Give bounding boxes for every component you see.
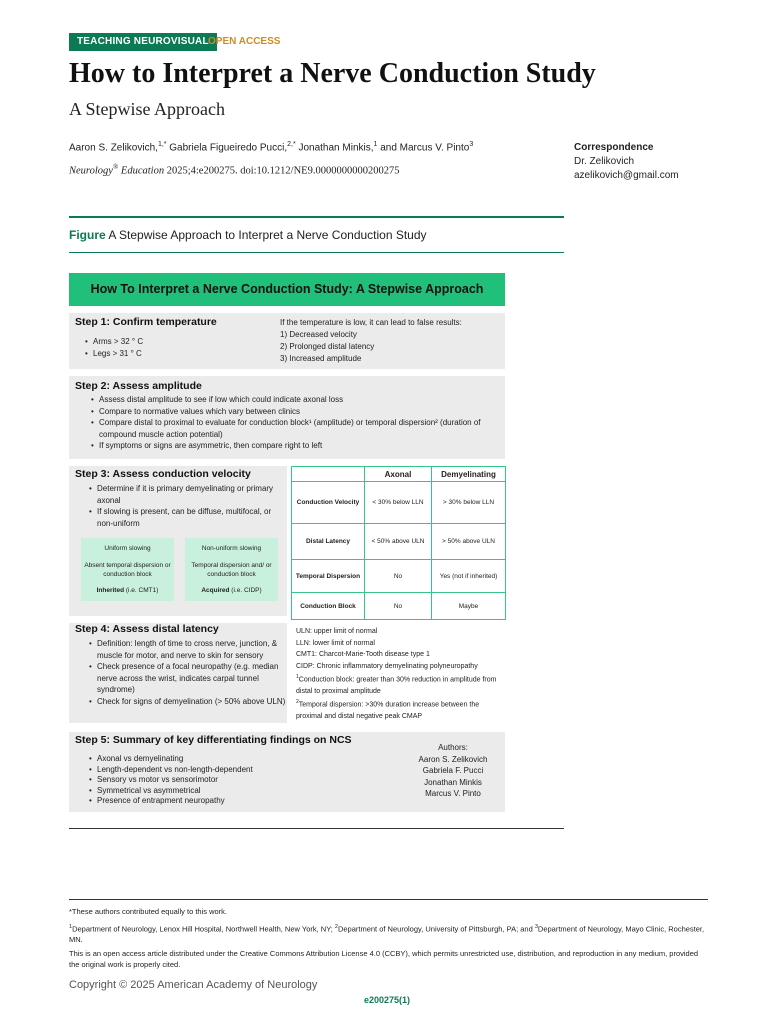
step5-bullets [87,754,397,807]
uniform-slowing-result [81,586,174,595]
list-item: • If symptoms or signs are asymmetric, then compare right to left [99,440,503,452]
table-header-cell: Demyelinating [432,467,506,482]
article-subtitle: A Stepwise Approach [69,99,225,119]
axonal-vs-demyelinating-table [291,466,506,620]
footnote-marker: 2 [296,699,299,706]
table-cell: No [365,593,432,620]
step1-note-line: 1) Decreased velocity [280,330,357,339]
figure-label: Figure [69,228,106,242]
table-row-header: Temporal Dispersion [292,560,365,593]
step4-panel [69,623,287,723]
step5-panel [69,732,505,812]
table-row [292,482,506,524]
affiliations [69,922,708,946]
table-row [292,524,506,560]
figure-caption-rule [69,252,564,253]
uniform-slowing-box [81,538,174,601]
nonuniform-slowing-desc: Temporal dispersion and/ or conduction block [191,562,272,578]
list-item: • Check presence of a focal neuropathy (e.g. median nerve across the wrist, indicates carpal tunnel syndrome) [97,661,289,696]
abbr-footnote-2 [296,697,506,722]
uniform-slowing-title: Uniform slowing [104,545,151,552]
author-1-affiliation: 1,* [157,141,167,148]
nonuniform-slowing-title: Non-uniform slowing [201,545,262,552]
footnote-text: Conduction block: greater than 30% reduction in amplitude from distal to proximal amplitude [296,676,497,695]
author-3-affiliation: 1 [373,141,378,148]
copyright: Copyright © 2025 American Academy of Neurology [69,979,318,991]
uniform-result-rest: (i.e. CMT1) [124,587,159,594]
footnote-marker: 1 [296,674,299,680]
table-cell: < 30% below LLN [365,482,432,524]
step1-heading: Step 1: Confirm temperature [75,316,217,328]
uniform-result-bold: Inherited [96,587,125,594]
author-4[interactable]: and Marcus V. Pinto [380,142,470,154]
uniform-slowing-desc: Absent temporal dispersion or conduction block [84,562,171,578]
author-4-affiliation: 3 [469,141,474,148]
step3-heading: Step 3: Assess conduction velocity [75,468,251,480]
journal-name-suffix: Education [118,165,165,177]
affiliation-marker: 3 [534,924,538,930]
table-row-header: Conduction Block [292,593,365,620]
list-item: • If slowing is present, can be diffuse, multifocal, or non-uniform [97,506,287,529]
table-row [292,593,506,620]
author-list [69,141,473,153]
affiliation-1: Department of Neurology, Lenox Hill Hospital, Northwell Health, New York, NY; [72,924,335,934]
list-item: • Axonal vs demyelinating [97,754,397,765]
step2-heading: Step 2: Assess amplitude [75,380,202,392]
table-row-header: Conduction Velocity [292,482,365,524]
affiliation-2: Department of Neurology, University of Pittsburgh, PA; and [337,924,535,934]
nonuniform-slowing-box [185,538,278,601]
section-badge: TEACHING NEUROVISUAL [69,33,217,51]
author-3[interactable]: Jonathan Minkis, [298,142,374,154]
list-item: • Determine if it is primary demyelinating or primary axonal [97,483,287,506]
open-access-label: OPEN ACCESS [208,36,281,47]
step3-bullets [87,483,287,529]
page-number: e200275(1) [364,995,411,1005]
infographic-author: Aaron S. Zelikovich [418,754,488,764]
license-note: This is an open access article distributed under the Creative Commons Attribution License 4.0 (CCBY), which permits unrestricted use, distribution, and reproduction in any medium, provided the original work is properly cited. [69,949,699,969]
list-item: • Assess distal amplitude to see if low which could indicate axonal loss [99,394,503,406]
infographic-author: Gabriela F. Pucci [422,766,484,775]
infographic-author: Jonathan Minkis [424,777,482,787]
table-header-row [292,467,506,482]
figure-caption-text: A Stepwise Approach to Interpret a Nerve Conduction Study [105,228,427,242]
nonuniform-slowing-result [185,586,278,595]
table-cell: No [365,560,432,593]
article-title: How to Interpret a Nerve Conduction Study [69,58,596,89]
list-item: • Check for signs of demyelination (> 50% above ULN) [97,696,289,708]
list-item: • Legs > 31 ° C [93,348,143,360]
step1-note-line: 3) Increased amplitude [280,354,362,363]
nonuniform-result-rest: (i.e. CIDP) [229,587,262,594]
abbr-footnote-1 [296,672,506,697]
step1-panel [69,313,505,369]
step5-heading: Step 5: Summary of key differentiating findings on NCS [75,734,352,746]
citation-line [69,163,399,177]
affiliation-marker: 2 [334,924,338,930]
figure-bottom-rule [69,828,564,829]
table-row-header: Distal Latency [292,524,365,560]
list-item: • Compare to normative values which vary between clinics [99,406,503,418]
step2-panel [69,376,505,459]
abbr-cidp: CIDP: Chronic inflammatory demyelinating polyneuropathy [296,662,478,670]
list-item: • Definition: length of time to cross nerve, junction, & muscle for motor, and nerve to skin for sensory [97,638,289,661]
step1-note [280,317,462,365]
footnote-rule [69,899,708,900]
nonuniform-result-bold: Acquired [201,587,230,594]
registered-mark: ® [112,163,119,171]
abbr-lln: LLN: lower limit of normal [296,639,375,647]
table-cell: Yes (not if inherited) [432,560,506,593]
equal-contribution-note: *These authors contributed equally to this work. [69,907,228,916]
citation-doi[interactable]: 2025;4:e200275. doi:10.1212/NE9.0000000000200275 [164,165,400,177]
figure-top-rule [69,216,564,218]
authors-heading: Authors: [438,743,468,752]
author-1[interactable]: Aaron S. Zelikovich, [69,142,158,154]
infographic-authors [403,742,503,800]
table-cell: < 50% above ULN [365,524,432,560]
list-item: • Symmetrical vs asymmetrical [97,786,397,797]
step4-heading: Step 4: Assess distal latency [75,623,219,635]
list-item: • Sensory vs motor vs sensorimotor [97,775,397,786]
abbreviation-legend [296,626,506,723]
list-item: • Arms > 32 ° C [93,336,143,348]
affiliation-3: Department of Neurology, Mayo Clinic, Rochester, MN. [69,924,705,944]
step1-note-line: 2) Prolonged distal latency [280,342,375,351]
footnote-text: Temporal dispersion: >30% duration increase between the proximal and distal negative peak CMAP [296,701,480,721]
abbr-uln: ULN: upper limit of normal [296,628,378,635]
step1-note-line: If the temperature is low, it can lead to false results: [280,318,462,327]
list-item: • Compare distal to proximal to evaluate for conduction block¹ (amplitude) or temporal dispersion² (duration of compound muscle action potential) [99,417,503,440]
list-item: • Length-dependent vs non-length-dependent [97,765,397,776]
figure-caption [69,228,427,242]
infographic-author: Marcus V. Pinto [425,789,481,798]
infographic-title: How To Interpret a Nerve Conduction Study: A Stepwise Approach [69,273,505,306]
author-2[interactable]: Gabriela Figueiredo Pucci, [169,142,288,154]
infographic [69,273,505,812]
step2-bullets [89,394,503,452]
correspondence-email[interactable]: azelikovich@gmail.com [574,170,679,181]
table-cell: > 30% below LLN [432,482,506,524]
table-header-cell [292,467,365,482]
correspondence-name: Dr. Zelikovich [574,156,635,167]
author-2-affiliation: 2,* [287,141,296,148]
step1-bullets [83,336,143,359]
step3-panel [69,466,287,616]
table-cell: Maybe [432,593,506,620]
abbr-cmt1: CMT1: Charcot-Marie-Tooth disease type 1 [296,651,430,658]
table-row [292,560,506,593]
journal-name: Neurology [69,165,113,177]
step4-bullets [87,638,289,707]
table-header-cell: Axonal [365,467,432,482]
list-item: • Presence of entrapment neuropathy [97,796,397,807]
affiliation-marker: 1 [69,924,73,930]
correspondence-heading: Correspondence [574,142,654,153]
table-cell: > 50% above ULN [432,524,506,560]
